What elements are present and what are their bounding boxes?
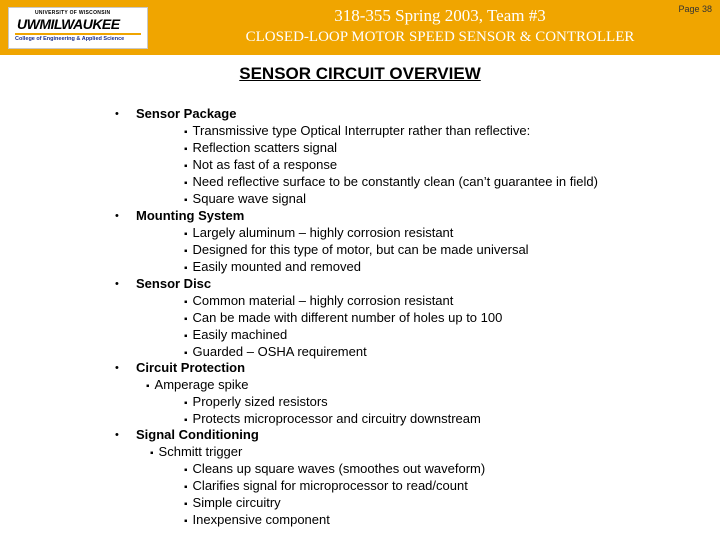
list-item: ▪ Clarifies signal for microprocessor to read/count xyxy=(184,478,468,493)
list-item: ▪ Transmissive type Optical Interrupter rather than reflective: xyxy=(184,123,531,138)
logo-university-line: UNIVERSITY OF WISCONSIN xyxy=(35,10,111,16)
square-bullet-icon: ▪ xyxy=(184,246,188,257)
list-item: ▪ Largely aluminum – highly corrosion resistant xyxy=(184,225,454,240)
list-item: ▪ Properly sized resistors xyxy=(184,394,328,409)
section-heading: Sensor Disc xyxy=(136,276,212,291)
slide-title: SENSOR CIRCUIT OVERVIEW xyxy=(239,64,481,83)
square-bullet-icon: ▪ xyxy=(184,178,188,189)
list-item: ▪ Common material – highly corrosion resistant xyxy=(184,293,454,308)
square-bullet-icon: ▪ xyxy=(184,195,188,206)
logo-divider xyxy=(15,33,141,35)
sub-heading: ▪ Schmitt trigger xyxy=(150,444,243,459)
section-heading: Mounting System xyxy=(136,208,245,223)
page-number: Page 38 xyxy=(678,4,712,14)
list-item: ▪ Need reflective surface to be constantly clean (can’t guarantee in field) xyxy=(184,174,598,189)
header-project-title: CLOSED-LOOP MOTOR SPEED SENSOR & CONTROLLER xyxy=(245,29,635,45)
header-course-title: 318-355 Spring 2003, Team #3 xyxy=(334,6,546,25)
list-item: ▪ Simple circuitry xyxy=(184,495,281,510)
square-bullet-icon: ▪ xyxy=(184,415,188,426)
list-item: ▪ Cleans up square waves (smoothes out waveform) xyxy=(184,461,486,476)
uwm-logo xyxy=(8,7,148,49)
square-bullet-icon: ▪ xyxy=(146,381,150,392)
section-heading: Circuit Protection xyxy=(136,360,246,375)
bullet-icon: • xyxy=(115,278,119,290)
square-bullet-icon: ▪ xyxy=(184,144,188,155)
list-item: ▪ Can be made with different number of holes up to 100 xyxy=(184,310,503,325)
header-bar xyxy=(0,0,720,55)
section-heading: Sensor Package xyxy=(136,106,237,121)
square-bullet-icon: ▪ xyxy=(150,448,154,459)
square-bullet-icon: ▪ xyxy=(184,482,188,493)
list-item: ▪ Reflection scatters signal xyxy=(184,140,338,155)
list-item: ▪ Not as fast of a response xyxy=(184,157,338,172)
bullet-icon: • xyxy=(115,362,119,374)
sub-heading: ▪ Amperage spike xyxy=(146,377,249,392)
list-item: ▪ Square wave signal xyxy=(184,191,307,206)
square-bullet-icon: ▪ xyxy=(184,331,188,342)
section-heading: Signal Conditioning xyxy=(136,427,259,442)
square-bullet-icon: ▪ xyxy=(184,229,188,240)
square-bullet-icon: ▪ xyxy=(184,263,188,274)
square-bullet-icon: ▪ xyxy=(184,398,188,409)
bullet-icon: • xyxy=(115,210,119,222)
bullet-icon: • xyxy=(115,108,119,120)
list-item: ▪ Easily machined xyxy=(184,327,288,342)
list-item: ▪ Protects microprocessor and circuitry downstream xyxy=(184,411,481,426)
square-bullet-icon: ▪ xyxy=(184,348,188,359)
logo-name: UWMILWAUKEE xyxy=(17,16,120,32)
logo-college: College of Engineering & Applied Science xyxy=(15,36,125,42)
list-item: ▪ Designed for this type of motor, but can be made universal xyxy=(184,242,529,257)
list-item: ▪ Guarded – OSHA requirement xyxy=(184,344,367,359)
list-item: ▪ Inexpensive component xyxy=(184,512,330,527)
square-bullet-icon: ▪ xyxy=(184,314,188,325)
square-bullet-icon: ▪ xyxy=(184,516,188,527)
square-bullet-icon: ▪ xyxy=(184,161,188,172)
square-bullet-icon: ▪ xyxy=(184,499,188,510)
square-bullet-icon: ▪ xyxy=(184,465,188,476)
list-item: ▪ Easily mounted and removed xyxy=(184,259,361,274)
square-bullet-icon: ▪ xyxy=(184,127,188,138)
bullet-icon: • xyxy=(115,429,119,441)
square-bullet-icon: ▪ xyxy=(184,297,188,308)
